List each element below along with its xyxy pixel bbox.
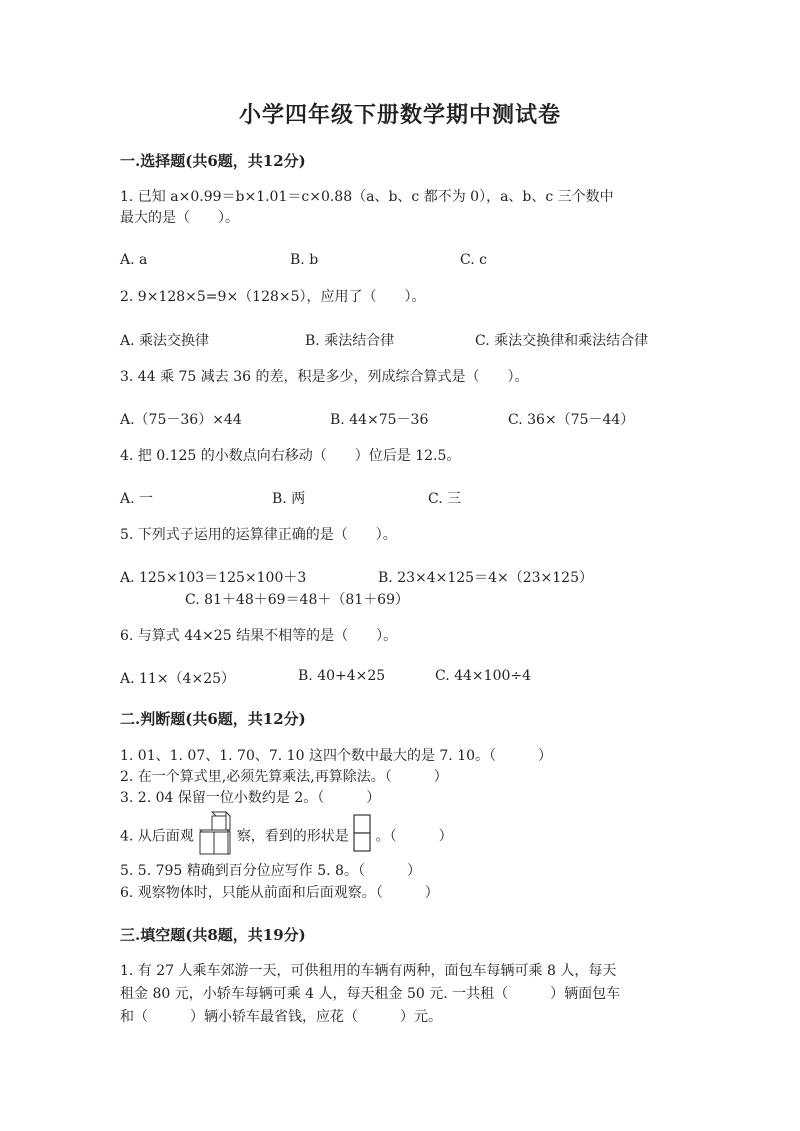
question-6-option-a: A. 11×（4×25） bbox=[120, 671, 236, 687]
stacked-cubes-figure bbox=[198, 810, 232, 863]
judge-4 bbox=[120, 810, 453, 860]
question-4-option-c: C. 三 bbox=[428, 491, 462, 507]
fill-1-line-2: 租金 80 元，小轿车每辆可乘 4 人，每天租金 50 元. 一共租（ ）辆面包车 bbox=[120, 986, 621, 1002]
question-3-option-b: B. 44×75－36 bbox=[330, 412, 429, 428]
question-5: 5. 下列式子运用的运算律正确的是（ ）。 bbox=[120, 527, 397, 543]
question-1-option-c: C. c bbox=[460, 252, 487, 268]
fill-1-line-1: 1. 有 27 人乘车郊游一天，可供租用的车辆有两种，面包车每辆可乘 8 人，每天 bbox=[120, 963, 617, 979]
two-squares-figure bbox=[353, 813, 371, 860]
question-1-option-b: B. b bbox=[290, 252, 319, 268]
judge-3: 3. 2. 04 保留一位小数约是 2。（ ） bbox=[120, 790, 381, 806]
question-6-option-c: C. 44×100÷4 bbox=[435, 668, 532, 684]
judge-4-text-b: 察，看到的形状是 bbox=[236, 828, 349, 845]
question-3: 3. 44 乘 75 减去 36 的差，积是多少，列成综合算式是（ ）。 bbox=[120, 369, 529, 385]
question-4-option-a: A. 一 bbox=[120, 491, 154, 507]
question-1-line-1: 1. 已知 a×0.99＝b×1.01＝c×0.88（a、b、c 都不为 0），a、b、c 三个数中 bbox=[120, 189, 614, 205]
judge-4-text-a: 4. 从后面观 bbox=[120, 828, 194, 845]
question-1-line-2: 最大的是（ ）。 bbox=[120, 210, 239, 226]
question-6: 6. 与算式 44×25 结果不相等的是（ ）。 bbox=[120, 628, 398, 644]
section-heading-judge: 二.判断题(共6题，共12分) bbox=[120, 710, 306, 728]
page-title: 小学四年级下册数学期中测试卷 bbox=[238, 102, 561, 128]
question-3-option-c: C. 36×（75－44） bbox=[508, 412, 635, 428]
judge-6: 6. 观察物体时，只能从前面和后面观察。（ ） bbox=[120, 885, 439, 901]
judge-5: 5. 5. 795 精确到百分位应写作 5. 8。（ ） bbox=[120, 863, 421, 879]
question-3-option-a: A.（75－36）×44 bbox=[120, 412, 242, 428]
section-heading-choice: 一.选择题(共6题，共12分) bbox=[120, 152, 306, 170]
question-2: 2. 9×128×5=9×（128×5），应用了（ ）。 bbox=[120, 289, 426, 305]
question-4: 4. 把 0.125 的小数点向右移动（ ）位后是 12.5。 bbox=[120, 448, 461, 464]
question-2-option-a: A. 乘法交换律 bbox=[120, 333, 210, 349]
judge-4-text-c: 。（ ） bbox=[375, 828, 453, 845]
judge-1: 1. 01、1. 07、1. 70、7. 10 这四个数中最大的是 7. 10。（ ） bbox=[120, 748, 553, 764]
question-6-option-b: B. 40+4×25 bbox=[298, 668, 386, 684]
fill-1-line-3: 和（ ）辆小轿车最省钱，应花（ ）元。 bbox=[120, 1009, 442, 1025]
question-5-option-c: C. 81＋48＋69＝48＋（81＋69） bbox=[185, 592, 409, 608]
question-5-option-b: B. 23×4×125＝4×（23×125） bbox=[378, 570, 593, 586]
question-1-option-a: A. a bbox=[120, 252, 148, 268]
judge-2: 2. 在一个算式里,必须先算乘法,再算除法。（ ） bbox=[120, 769, 448, 785]
question-2-option-b: B. 乘法结合律 bbox=[305, 333, 395, 349]
question-4-option-b: B. 两 bbox=[272, 491, 306, 507]
section-heading-fill: 三.填空题(共8题，共19分) bbox=[120, 926, 306, 944]
question-2-option-c: C. 乘法交换律和乘法结合律 bbox=[475, 333, 649, 349]
question-5-option-a: A. 125×103＝125×100＋3 bbox=[120, 570, 307, 586]
